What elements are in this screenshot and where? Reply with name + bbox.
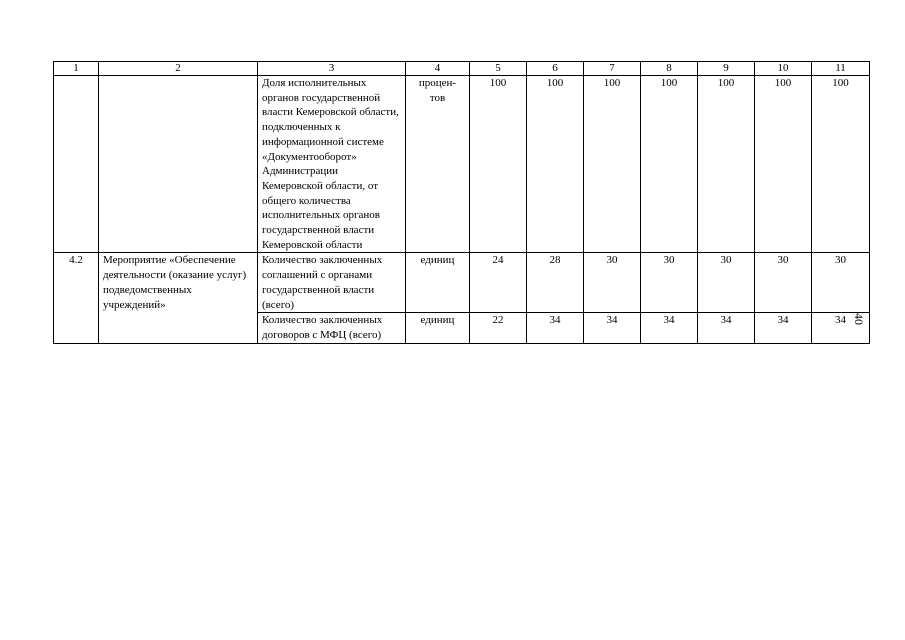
value-cell: 100 <box>698 76 755 253</box>
header-cell: 2 <box>99 62 258 76</box>
header-cell: 7 <box>584 62 641 76</box>
column-number-row <box>54 62 870 76</box>
value-cell: 30 <box>812 253 870 313</box>
value-cell: 34 <box>812 313 870 343</box>
event-cell <box>99 76 258 253</box>
value-cell: 30 <box>584 253 641 313</box>
indicator-cell: Доля исполнительных органов государственной власти Кемеровской области, подключенных к информационной системе «Документооборот» Администрации Кемеровской области, от общего количества исполнительных органов государственной власти Кемеровской области <box>258 76 406 253</box>
value-cell: 34 <box>527 313 584 343</box>
header-cell: 8 <box>641 62 698 76</box>
header-cell: 9 <box>698 62 755 76</box>
value-cell: 100 <box>641 76 698 253</box>
header-cell: 10 <box>755 62 812 76</box>
value-cell: 30 <box>698 253 755 313</box>
indicator-cell: Количество заключенных соглашений с органами государственной власти (всего) <box>258 253 406 313</box>
value-cell: 100 <box>527 76 584 253</box>
header-cell: 11 <box>812 62 870 76</box>
row-index <box>54 76 99 253</box>
value-cell: 22 <box>470 313 527 343</box>
header-cell: 5 <box>470 62 527 76</box>
header-cell: 3 <box>258 62 406 76</box>
value-cell: 34 <box>641 313 698 343</box>
header-cell: 6 <box>527 62 584 76</box>
value-cell: 100 <box>584 76 641 253</box>
header-cell: 4 <box>406 62 470 76</box>
unit-cell: процен- тов <box>406 76 470 253</box>
indicator-cell: Количество заключенных договоров с МФЦ (всего) <box>258 313 406 343</box>
value-cell: 100 <box>470 76 527 253</box>
unit-cell: единиц <box>406 253 470 313</box>
value-cell: 24 <box>470 253 527 313</box>
value-cell: 34 <box>698 313 755 343</box>
table-row <box>54 253 870 313</box>
row-index: 4.2 <box>54 253 99 343</box>
value-cell: 100 <box>755 76 812 253</box>
event-cell: Мероприятие «Обеспечение деятельности (оказание услуг) подведомственных учреждений» <box>99 253 258 343</box>
header-cell: 1 <box>54 62 99 76</box>
value-cell: 30 <box>755 253 812 313</box>
value-cell: 30 <box>641 253 698 313</box>
value-cell: 100 <box>812 76 870 253</box>
value-cell: 34 <box>755 313 812 343</box>
value-cell: 28 <box>527 253 584 313</box>
unit-cell: единиц <box>406 313 470 343</box>
value-cell: 34 <box>584 313 641 343</box>
page-number: 40 <box>852 313 866 325</box>
table-row <box>54 76 870 253</box>
indicators-table <box>53 61 870 344</box>
